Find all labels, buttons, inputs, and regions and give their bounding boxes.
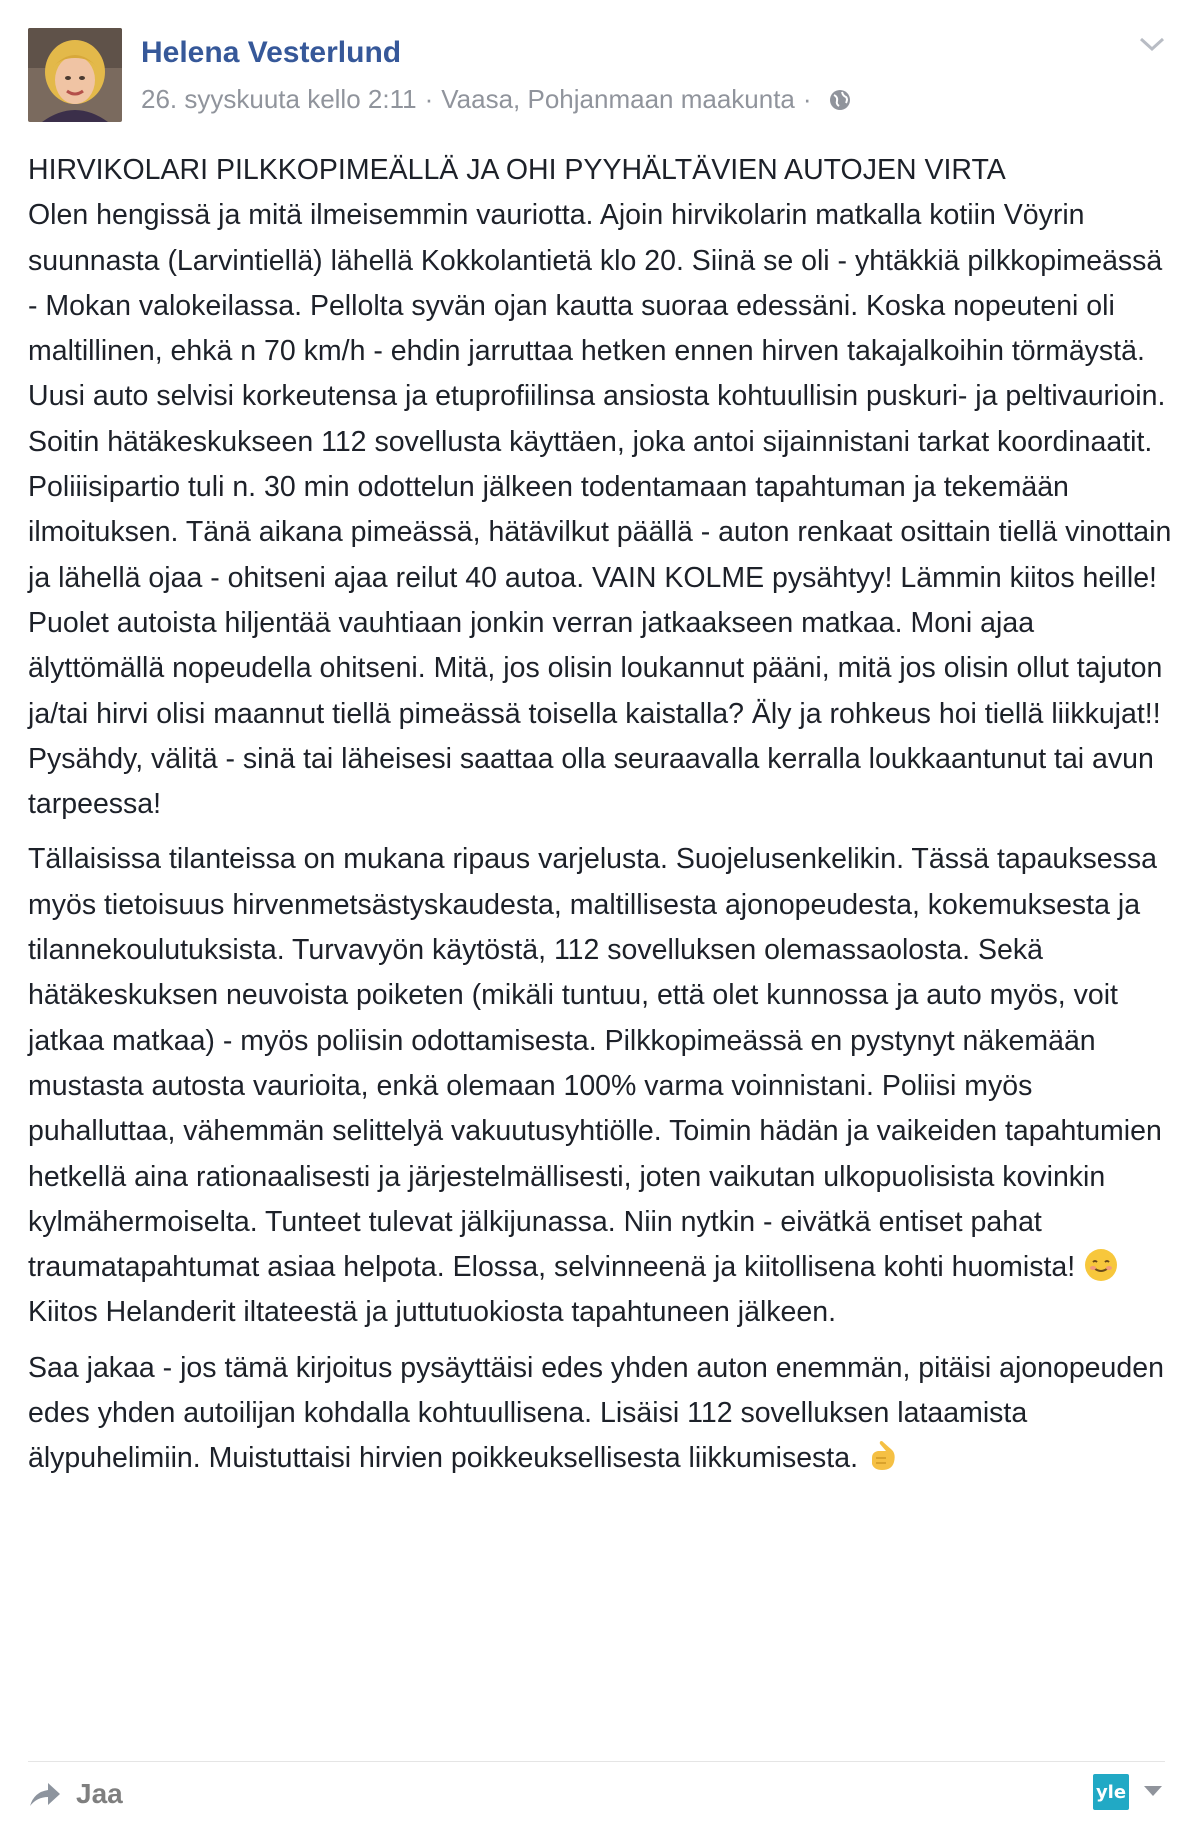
caret-down-icon[interactable] [1143,1785,1163,1797]
meta-separator: · [802,84,812,114]
paragraph-text: Tällaisissa tilanteissa on mukana ripaus varjelusta. Suojelusenkelikin. Tässä tapauksessa myös tietoisuus hirvenmetsästyskaudesta, maltillisesta ajonopeudesta, kokemuksesta ja tilannekoulutuksista. Turvavyön käytöstä, 112 sovelluksen olemassaolosta. Sekä hätäkeskuksen neuvoista poiketen (mikäli tuntuu, että olet kunnossa ja auto myös, voit jatkaa matkaa) - myös poliisin odottamisesta. Pilkkopimeässä en pystynyt näkemään mustasta autosta vaurioita, enkä olemaan 100% varma voinnistani. Poliisi myös puhalluttaa, vähemmän selittelyä vakuutusyhtiölle. Toimin hädän ja vaikeiden tapahtumien hetkellä aina rationaalisesti ja järjestelmällisesti, joten vaikutan ulkopuolisista kovinkin kylmähermoiselta. Tunteet tulevat jälkijunassa. Niin nytkin - eivätkä entiset pahat traumatapahtumat asiaa helpota. Elossa, selvinneenä ja kiitollisena kohti huomista! [28,843,1162,1284]
paragraph-text: Saa jakaa - jos tämä kirjoitus pysäyttäisi edes yhden auton enemmän, pitäisi ajonopeuden edes yhden autoilijan kohdalla kohtuullisena. Lisäisi 112 sovelluksen lataamista älypuhelimiin. Muistuttaisi hirvien poikkeuksellisesta liikkumisesta. [28,1351,1164,1475]
avatar-image [28,28,122,122]
meta-separator: · [424,84,434,114]
page-badge[interactable]: yle [1093,1774,1129,1810]
paragraph-text: Kiitos Helanderit iltateestä ja juttutuokiosta tapahtuneen jälkeen. [28,1296,837,1329]
share-arrow-icon [28,1780,62,1808]
post-text [28,148,1178,1492]
post-paragraph [28,1346,1178,1482]
globe-icon[interactable] [828,88,852,112]
share-button[interactable] [28,1778,123,1810]
post-meta [141,84,852,115]
pointing-hand-emoji [866,1438,902,1474]
share-label: Jaa [76,1778,123,1809]
author-name[interactable]: Helena Vesterlund [141,36,402,69]
smiling-face-emoji [1083,1247,1119,1283]
post-paragraph [28,837,1178,1335]
avatar[interactable] [28,28,122,122]
post-location[interactable]: Vaasa, Pohjanmaan maakunta [441,84,795,114]
post-date[interactable]: 26. syyskuuta kello 2:11 [141,84,417,114]
chevron-down-icon[interactable] [1139,36,1165,52]
divider [28,1761,1165,1762]
post-paragraph: HIRVIKOLARI PILKKOPIMEÄLLÄ JA OHI PYYHÄLTÄVIEN AUTOJEN VIRTA Olen hengissä ja mitä ilmeisemmin vauriotta. Ajoin hirvikolarin matkalla kotiin Vöyrin suunnasta (Larvintiellä) lähellä Kokkolantietä klo 20. Siinä se oli - yhtäkkiä pilkkopimeässä - Mokan valokeilassa. Pellolta syvän ojan kautta suoraa edessäni. Koska nopeuteni oli maltillinen, ehkä n 70 km/h - ehdin jarruttaa hetken ennen hirven takajalkoihin törmäystä. Uusi auto selvisi korkeutensa ja etuprofiilinsa ansiosta kohtuullisin puskuri- ja peltivaurioin. Soitin hätäkeskukseen 112 sovellusta käyttäen, joka antoi sijainnistani tarkat koordinaatit. Poliiisipartio tuli n. 30 min odottelun jälkeen todentamaan tapahtuman ja tekemään ilmoituksen. Tänä aikana pimeässä, hätävilkut päällä - auton renkaat osittain tiellä vinottain ja lähellä ojaa - ohitseni ajaa reilut 40 autoa. VAIN KOLME pysähtyy! Lämmin kiitos heille! Puolet autoista hiljentää vauhtiaan jonkin verran jatkaakseen matkaa. Moni ajaa älyttömällä nopeudella ohitseni. Mitä, jos olisin loukannut pääni, mitä jos olisin ollut tajuton ja/tai hirvi olisi maannut tiellä pimeässä toisella kaistalla? Äly ja rohkeus hoi tiellä liikkujat!! Pysähdy, välitä - sinä tai läheisesi saattaa olla seuraavalla kerralla loukkaantunut tai avun tarpeessa! [28,154,1172,821]
